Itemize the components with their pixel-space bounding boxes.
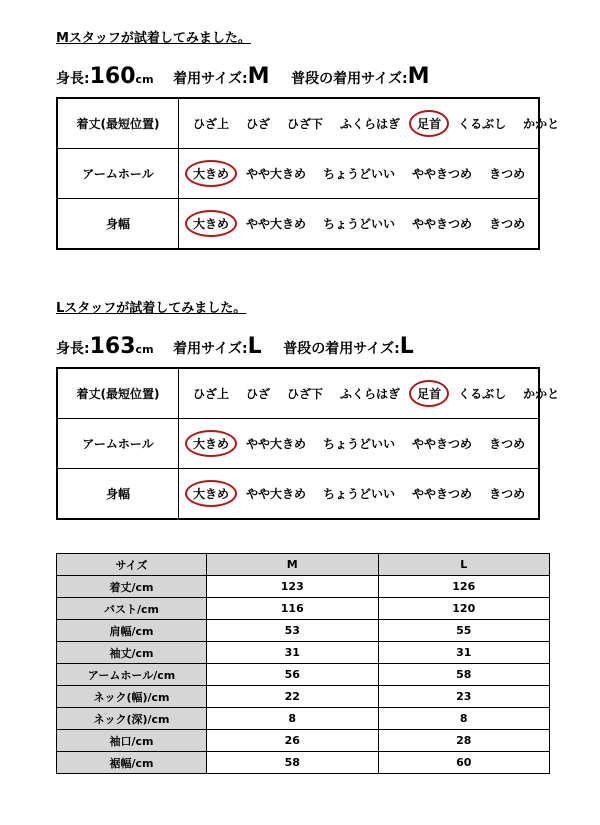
l-fit-option: ちょうどいい [323,487,396,501]
size-value-m: 31 [207,642,379,664]
size-chart-row [57,686,550,708]
m-size-label: 着用サイズ: [173,71,248,87]
l-fit-option: ちょうどいい [323,437,396,451]
size-header-l: L [378,554,550,576]
m-fit-option: ちょうどいい [323,217,396,231]
l-staff-stats [56,331,540,363]
l-fit-row-label: 身幅 [57,469,179,520]
l-fit-option: ひざ [246,387,271,401]
m-staff-stats [56,61,540,93]
size-chart-header-row [57,554,550,576]
size-chart-row [57,708,550,730]
size-row-label: 袖口/cm [57,730,207,752]
l-fit-option-selected: 大きめ [185,430,237,457]
l-fit-options [179,469,540,520]
size-value-l: 60 [378,752,550,774]
m-height-unit: cm [135,73,154,86]
size-chart-row [57,664,550,686]
l-fit-row-label: 着丈(最短位置) [57,368,179,419]
size-value-l: 58 [378,664,550,686]
l-fit-options [179,419,540,469]
size-value-m: 26 [207,730,379,752]
m-fit-row [57,199,539,250]
m-fit-options [179,98,560,149]
l-fit-option: ひざ下 [287,387,324,401]
l-fit-option: ややきつめ [412,437,473,451]
m-fit-row-label: アームホール [57,149,179,199]
m-fit-options [179,149,540,199]
size-value-m: 22 [207,686,379,708]
m-fit-option-selected: 大きめ [185,160,237,187]
size-chart-row [57,598,550,620]
size-chart-table [56,553,550,774]
size-row-label: ネック(幅)/cm [57,686,207,708]
size-row-label: 裾幅/cm [57,752,207,774]
l-height-value: 163 [89,334,136,359]
m-fit-option: ひざ上 [193,117,230,131]
size-chart-row [57,576,550,598]
m-fit-row-label: 身幅 [57,199,179,250]
l-fit-table [56,367,560,520]
l-fit-option: やや大きめ [246,487,307,501]
l-fit-options [179,368,560,419]
l-fit-option: くるぶし [458,387,507,401]
m-staff-title: Mスタッフが試着してみました。 [56,31,251,46]
l-staff-title: Lスタッフが試着してみました。 [56,301,247,316]
m-fit-option: ひざ下 [287,117,324,131]
m-fit-option: ふくらはぎ [340,117,401,131]
l-fit-row [57,469,539,520]
m-fit-row [57,98,539,149]
m-fit-option: かかと [523,117,560,131]
size-chart-row [57,752,550,774]
m-fit-option: やや大きめ [246,167,307,181]
size-value-m: 58 [207,752,379,774]
m-usual-value: M [407,64,430,89]
m-fit-option: きつめ [489,167,526,181]
l-fit-option: ややきつめ [412,487,473,501]
size-chart-row [57,730,550,752]
size-value-l: 8 [378,708,550,730]
m-fit-row [57,149,539,199]
m-fit-option: やや大きめ [246,217,307,231]
size-value-m: 53 [207,620,379,642]
m-fit-row-label: 着丈(最短位置) [57,98,179,149]
size-value-m: 116 [207,598,379,620]
l-usual-label: 普段の着用サイズ: [283,341,400,357]
size-row-label: アームホール/cm [57,664,207,686]
size-value-l: 31 [378,642,550,664]
l-fit-row [57,368,539,419]
m-fit-option: ややきつめ [412,167,473,181]
m-usual-label: 普段の着用サイズ: [291,71,408,87]
size-row-label: ネック(深)/cm [57,708,207,730]
m-fit-option-selected: 大きめ [185,210,237,237]
size-value-m: 123 [207,576,379,598]
size-row-label: 肩幅/cm [57,620,207,642]
size-value-l: 23 [378,686,550,708]
size-row-label: バスト/cm [57,598,207,620]
l-height-label: 身長: [56,341,90,357]
l-fit-option: かかと [523,387,560,401]
l-fit-option: きつめ [489,437,526,451]
l-fit-option-selected: 足首 [409,380,449,407]
l-fit-option: きつめ [489,487,526,501]
size-header-label: サイズ [57,554,207,576]
size-value-l: 28 [378,730,550,752]
size-chart-row [57,620,550,642]
m-staff-section [56,30,560,250]
size-value-m: 8 [207,708,379,730]
m-fit-option: くるぶし [458,117,507,131]
size-chart-row [57,642,550,664]
m-fit-option: ちょうどいい [323,167,396,181]
size-value-l: 120 [378,598,550,620]
m-height-value: 160 [89,64,136,89]
l-fit-option: やや大きめ [246,437,307,451]
l-fit-row-label: アームホール [57,419,179,469]
size-value-m: 56 [207,664,379,686]
l-staff-section [56,300,560,520]
l-fit-option: ひざ上 [193,387,230,401]
size-row-label: 着丈/cm [57,576,207,598]
l-usual-value: L [399,334,414,359]
size-row-label: 袖丈/cm [57,642,207,664]
m-fit-option-selected: 足首 [409,110,449,137]
l-size-label: 着用サイズ: [173,341,248,357]
m-fit-option: ややきつめ [412,217,473,231]
l-height-unit: cm [135,343,154,356]
size-header-m: M [207,554,379,576]
m-fit-options [179,199,540,250]
m-fit-option: きつめ [489,217,526,231]
l-fit-row [57,419,539,469]
l-fit-option-selected: 大きめ [185,480,237,507]
size-value-l: 126 [378,576,550,598]
size-value-l: 55 [378,620,550,642]
l-fit-option: ふくらはぎ [340,387,401,401]
m-height-label: 身長: [56,71,90,87]
m-size-value: M [247,64,270,89]
l-size-value: L [247,334,262,359]
m-fit-option: ひざ [246,117,271,131]
m-fit-table [56,97,560,250]
